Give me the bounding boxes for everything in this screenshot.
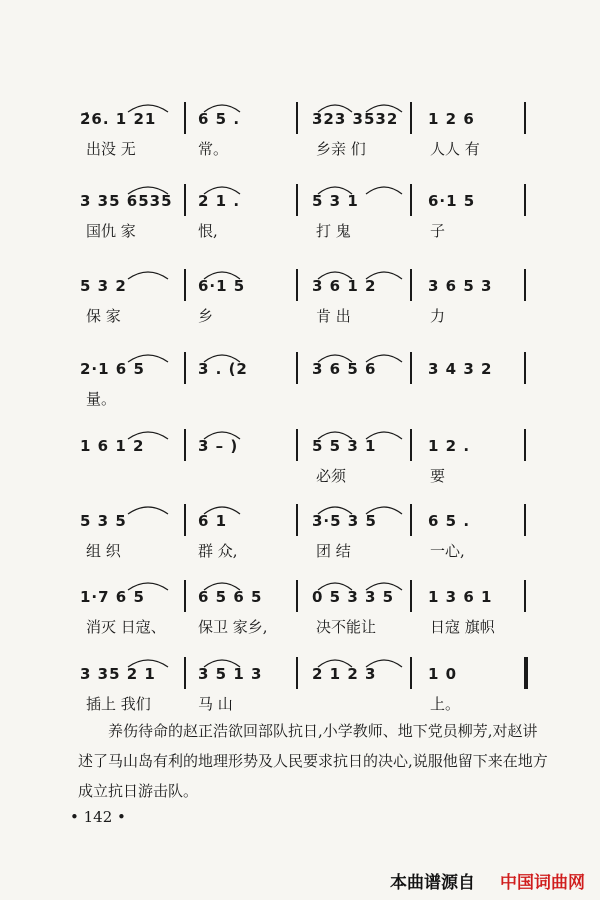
barline	[410, 102, 412, 134]
measure-notes: 0 5 3 3 5	[312, 588, 395, 606]
lyric-text: 常。	[198, 140, 229, 158]
measure-notes: 2·1 6 5	[80, 360, 145, 378]
barline	[524, 269, 526, 301]
barline	[524, 429, 526, 461]
paragraph-text: 养伤待命的赵正浩欲回部队抗日,小学教师、地下党员柳芳,对赵讲述了马山岛有利的地理形势及人民要求抗日的决心,说服他留下来在地方成立抗日游击队。	[78, 722, 548, 800]
barline	[410, 184, 412, 216]
measure-notes: 1·7 6 5	[80, 588, 145, 606]
measure-notes: 3 – )	[198, 437, 239, 455]
barline	[296, 580, 298, 612]
measure-notes: 1 3 6 1	[428, 588, 493, 606]
lyric-text: 子	[430, 222, 446, 240]
measure-notes: 3 35 6535	[80, 192, 173, 210]
barline	[296, 504, 298, 536]
measure-notes: 6·1 5	[428, 192, 476, 210]
barline	[410, 580, 412, 612]
lyric-text: 保 家	[86, 307, 121, 325]
measure-notes: 6·1 5	[198, 277, 246, 295]
barline	[184, 102, 186, 134]
barline	[184, 429, 186, 461]
measure-notes: 1 0	[428, 665, 458, 683]
lyric-text: 群 众,	[198, 542, 238, 560]
lyrics-line	[0, 305, 600, 329]
measure-notes: 6 5 6 5	[198, 588, 263, 606]
measure-notes: 1 2 .	[428, 437, 471, 455]
measure-notes: 6 5 .	[198, 110, 241, 128]
barline	[524, 352, 526, 384]
barline	[184, 657, 186, 689]
measure-notes: 3·5 3 5	[312, 512, 377, 530]
lyric-text: 国仇 家	[86, 222, 136, 240]
measure-notes: 2 1 2 3	[312, 665, 377, 683]
lyric-text: 决不能让	[316, 618, 377, 636]
footer-site-label: 中国词曲网	[500, 873, 585, 893]
lyric-text: 出没 无	[86, 140, 136, 158]
lyrics-line	[0, 388, 600, 412]
page-number: • 142 •	[70, 808, 126, 826]
barline	[410, 352, 412, 384]
lyrics-line	[0, 138, 600, 162]
measure-notes: 3 5 1 3	[198, 665, 263, 683]
lyric-text: 恨,	[198, 222, 218, 240]
notes-line	[0, 192, 600, 222]
measure-notes: 5 3 2	[80, 277, 127, 295]
barline	[184, 580, 186, 612]
lyric-text: 打 鬼	[316, 222, 351, 240]
lyric-text: 上。	[430, 695, 461, 713]
lyrics-line	[0, 693, 600, 717]
barline	[524, 184, 526, 216]
notes-line	[0, 588, 600, 618]
measure-notes: 5 5 3 1	[312, 437, 377, 455]
measure-notes: 3 . (2	[198, 360, 248, 378]
lyrics-line	[0, 616, 600, 640]
measure-notes: 3 6 5 6	[312, 360, 377, 378]
barline	[184, 504, 186, 536]
barline	[296, 352, 298, 384]
barline	[524, 580, 526, 612]
measure-notes: 3 6 5 3	[428, 277, 493, 295]
measure-notes: 3 4 3 2	[428, 360, 493, 378]
notes-line	[0, 360, 600, 390]
lyric-text: 马 山	[198, 695, 233, 713]
barline	[296, 269, 298, 301]
lyrics-line	[0, 465, 600, 489]
barline	[410, 657, 412, 689]
measure-notes: 2 1 .	[198, 192, 241, 210]
barline	[184, 269, 186, 301]
lyric-text: 要	[430, 467, 446, 485]
lyric-text: 必须	[316, 467, 347, 485]
barline	[410, 269, 412, 301]
notes-line	[0, 437, 600, 467]
footer-source-label: 本曲谱源自	[390, 873, 475, 893]
notes-line	[0, 665, 600, 695]
barline	[296, 102, 298, 134]
notes-line	[0, 110, 600, 140]
measure-notes: 3 6 1 2	[312, 277, 377, 295]
lyric-text: 团 结	[316, 542, 351, 560]
barline	[296, 657, 298, 689]
lyric-text: 一心,	[430, 542, 465, 560]
lyric-text: 插上 我们	[86, 695, 151, 713]
measure-notes: 323 3532	[312, 110, 399, 128]
lyrics-line	[0, 540, 600, 564]
lyric-text: 人人 有	[430, 140, 480, 158]
barline	[184, 184, 186, 216]
lyric-text: 乡	[198, 307, 214, 325]
lyric-text: 肯 出	[316, 307, 351, 325]
measure-notes: 1 2 6	[428, 110, 475, 128]
barline	[296, 184, 298, 216]
measure-notes: 2̇6. 1 21	[80, 110, 157, 128]
measure-notes: 5 3 5	[80, 512, 127, 530]
lyric-text: 量。	[86, 390, 117, 408]
measure-notes: 5 3 1	[312, 192, 359, 210]
barline	[296, 429, 298, 461]
barline	[524, 504, 526, 536]
lyric-text: 消灭 日寇、	[86, 618, 166, 636]
description-paragraph	[78, 716, 548, 806]
lyric-text: 乡亲 们	[316, 140, 366, 158]
measure-notes: 3 35 2 1	[80, 665, 156, 683]
notes-line	[0, 512, 600, 542]
lyric-text: 保卫 家乡,	[198, 618, 268, 636]
measure-notes: 6 1	[198, 512, 228, 530]
lyric-text: 日寇 旗帜	[430, 618, 495, 636]
lyrics-line	[0, 220, 600, 244]
barline	[184, 352, 186, 384]
lyric-text: 组 织	[86, 542, 121, 560]
measure-notes: 1 6 1 2	[80, 437, 145, 455]
lyric-text: 力	[430, 307, 446, 325]
measure-notes: 6 5 .	[428, 512, 471, 530]
barline	[410, 504, 412, 536]
notes-line	[0, 277, 600, 307]
barline	[410, 429, 412, 461]
barline	[524, 102, 526, 134]
barline	[524, 657, 528, 689]
